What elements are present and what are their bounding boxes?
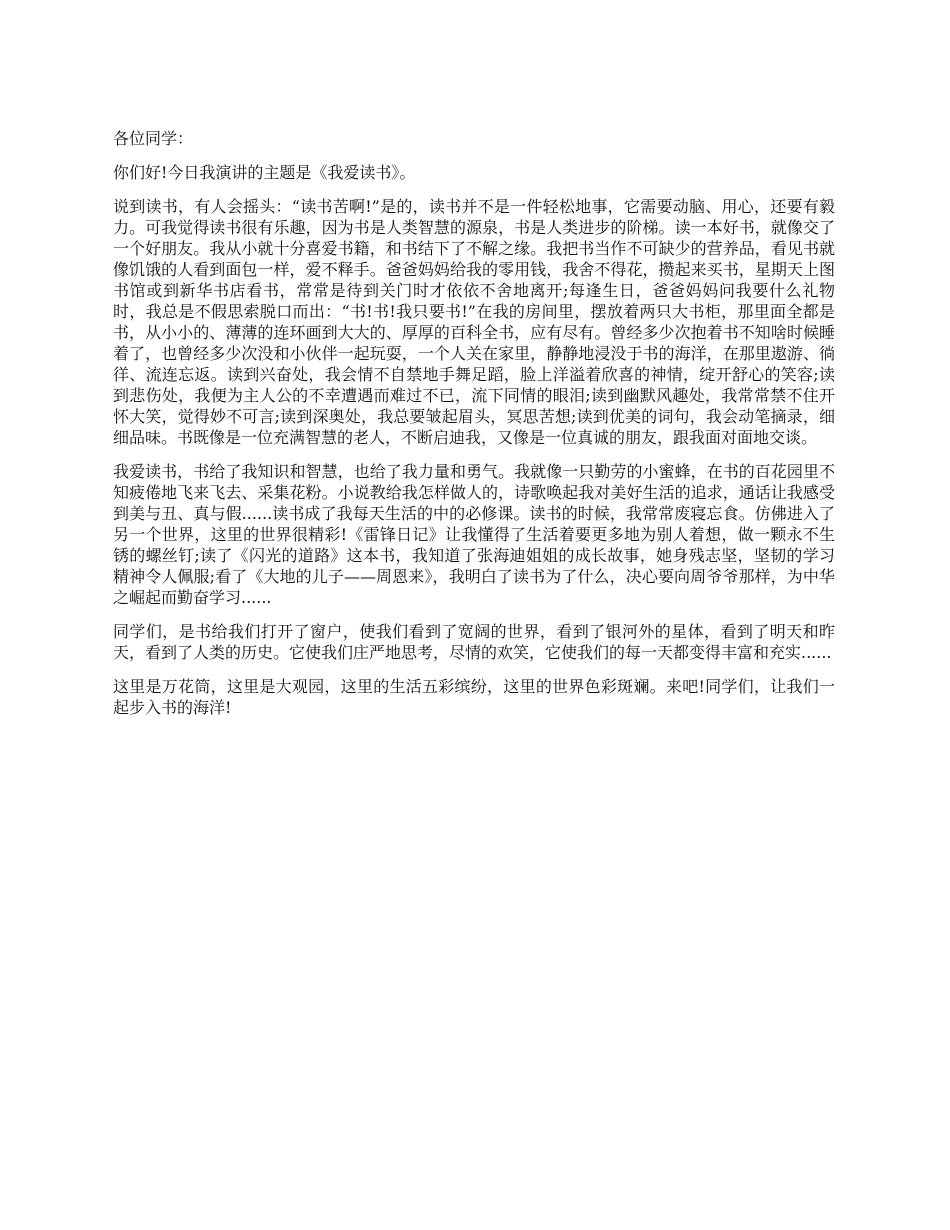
paragraph-window: 同学们，是书给我们打开了窗户，使我们看到了宽阔的世界，看到了银河外的星体，看到了明天和昨天，看到了人类的历史。它使我们庄严地思考，尽情的欢笑，它使我们的每一天都变得丰富和充实...... — [113, 622, 835, 662]
paragraph-greeting: 你们好!今日我演讲的主题是《我爱读书》。 — [113, 163, 416, 182]
paragraph-reading-joy: 说到读书，有人会摇头：“读书苦啊!”是的，读书并不是一件轻松地事，它需要动脑、用心，还要有毅力。可我觉得读书很有乐趣，因为书是人类智慧的源泉，书是人类进步的阶梯。读一本好书，就像交了一个好朋友。我从小就十分喜爱书籍，和书结下了不解之缘。我把书当作不可缺少的营养品，看见书就像饥饿的人看到面包一样，爱不释手。爸爸妈妈给我的零用钱，我舍不得花，攒起来买书，星期天上图书馆或到新华书店看书，常常是待到关门时才依依不舍地离开;每逢生日，爸爸妈妈问我要什么礼物时，我总是不假思索脱口而出：“书!书!我只要书!”在我的房间里，摆放着两只大书柜，那里面全都是书，从小小的、薄薄的连环画到大大的、厚厚的百科全书，应有尽有。曾经多少次抱着书不知啥时候睡着了，也曾经多少次没和小伙伴一起玩耍，一个人关在家里，静静地浸没于书的海洋，在那里遨游、徜徉、流连忘返。读到兴奋处，我会情不自禁地手舞足蹈，脸上洋溢着欣喜的神情，绽开舒心的笑容;读到悲伤处，我便为主人公的不幸遭遇而难过不已，流下同情的眼泪;读到幽默风趣处，我常常禁不住开怀大笑，觉得妙不可言;读到深奥处，我总要皱起眉头，冥思苦想;读到优美的词句，我会动笔摘录，细细品味。书既像是一位充满智慧的老人，不断启迪我，又像是一位真诚的朋友，跟我面对面地交谈。 — [113, 197, 835, 447]
salutation: 各位同学： — [113, 129, 194, 148]
paragraph-closing: 这里是万花筒，这里是大观园，这里的生活五彩缤纷，这里的世界色彩斑斓。来吧!同学们，让我们一起步入书的海洋! — [113, 677, 835, 717]
document-body — [113, 128, 835, 731]
paragraph-knowledge: 我爱读书，书给了我知识和智慧，也给了我力量和勇气。我就像一只勤劳的小蜜蜂，在书的百花园里不知疲倦地飞来飞去、采集花粉。小说教给我怎样做人的，诗歌唤起我对美好生活的追求，通话让我感受到美与丑、真与假......读书成了我每天生活的中的必修课。读书的时候，我常常废寝忘食。仿佛进入了另一个世界，这里的世界很精彩!《雷锋日记》让我懂得了生活着要更多地为别人着想，做一颗永不生锈的螺丝钉;读了《闪光的道路》这本书，我知道了张海迪姐姐的成长故事，她身残志坚，坚韧的学习精神令人佩服;看了《大地的儿子——周恩来》，我明白了读书为了什么，决心要向周爷爷那样，为中华之崛起而勤奋学习...... — [113, 462, 835, 607]
